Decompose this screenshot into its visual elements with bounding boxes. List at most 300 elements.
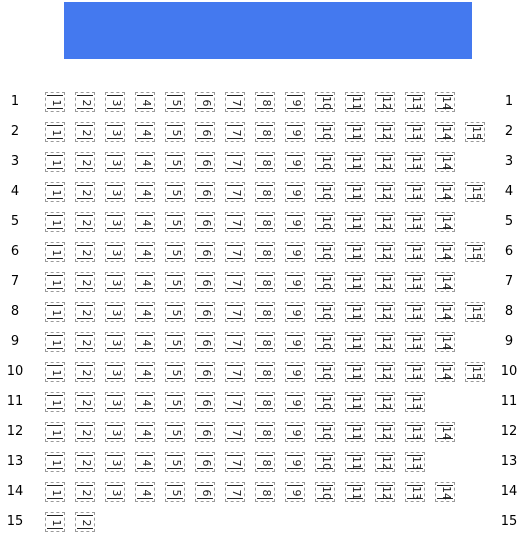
seat-button[interactable] [165, 122, 185, 142]
seat-button[interactable] [45, 212, 65, 232]
seat-button[interactable] [285, 452, 305, 472]
seat-number: 10 [320, 186, 333, 200]
seat-number: 9 [290, 279, 303, 287]
seat-button[interactable] [435, 92, 455, 112]
seat-number: 15 [470, 366, 483, 380]
row-label-left: 14 [6, 484, 24, 499]
seat-button[interactable] [165, 272, 185, 292]
seat-button[interactable] [135, 92, 155, 112]
seat-button[interactable] [105, 422, 125, 442]
seat-button[interactable] [405, 92, 425, 112]
seat-button[interactable] [285, 212, 305, 232]
seat-button[interactable] [135, 422, 155, 442]
seat-button[interactable] [105, 272, 125, 292]
cinema-screen [64, 2, 472, 59]
seat-button[interactable] [135, 122, 155, 142]
seat-button[interactable] [75, 122, 95, 142]
seat-button[interactable] [375, 422, 395, 442]
seat-button[interactable] [75, 392, 95, 412]
seat-button[interactable] [135, 212, 155, 232]
seat-number: 7 [230, 459, 243, 467]
seat-button[interactable] [255, 242, 275, 262]
seat-number: 1 [50, 279, 63, 287]
seat-button[interactable] [165, 92, 185, 112]
seat-number: 10 [320, 156, 333, 170]
seat-button[interactable] [105, 182, 125, 202]
seat-number: 11 [350, 486, 363, 500]
seat-button[interactable] [75, 182, 95, 202]
seat-button[interactable] [255, 332, 275, 352]
seat-button[interactable] [405, 392, 425, 412]
seat-button[interactable] [435, 482, 455, 502]
seat-button[interactable] [45, 182, 65, 202]
seat-button[interactable] [75, 272, 95, 292]
seat-button[interactable] [195, 182, 215, 202]
seat-number: 8 [260, 369, 273, 377]
seat-button[interactable] [405, 272, 425, 292]
seat-button[interactable] [285, 152, 305, 172]
seat-button[interactable] [465, 362, 485, 382]
seat-button[interactable] [105, 392, 125, 412]
seat-number: 15 [470, 126, 483, 140]
seat-button[interactable] [375, 482, 395, 502]
seat-button[interactable] [375, 152, 395, 172]
seat-button[interactable] [255, 182, 275, 202]
seat-button[interactable] [255, 452, 275, 472]
seat-number: 14 [440, 126, 453, 140]
row-label-right: 2 [504, 124, 514, 139]
seat-number: 4 [140, 339, 153, 347]
seat-button[interactable] [465, 242, 485, 262]
seat-button[interactable] [375, 332, 395, 352]
seat-button[interactable] [405, 242, 425, 262]
seat-button[interactable] [405, 122, 425, 142]
seat-button[interactable] [45, 512, 65, 532]
seat-number: 12 [380, 156, 393, 170]
seat-number: 14 [440, 276, 453, 290]
seat-button[interactable] [105, 332, 125, 352]
seat-button[interactable] [195, 212, 215, 232]
seat-number: 5 [170, 489, 183, 497]
seat-number: 5 [170, 309, 183, 317]
seat-number: 8 [260, 429, 273, 437]
seat-button[interactable] [405, 332, 425, 352]
seat-button[interactable] [345, 242, 365, 262]
seat-button[interactable] [285, 272, 305, 292]
seat-number: 14 [440, 216, 453, 230]
seat-button[interactable] [375, 362, 395, 382]
seat-button[interactable] [285, 242, 305, 262]
seat-button[interactable] [345, 452, 365, 472]
seat-button[interactable] [45, 482, 65, 502]
seat-button[interactable] [315, 272, 335, 292]
seat-button[interactable] [225, 92, 245, 112]
seat-number: 1 [50, 519, 63, 527]
seat-button[interactable] [45, 122, 65, 142]
seat-button[interactable] [135, 482, 155, 502]
seat-button[interactable] [315, 152, 335, 172]
seat-number: 8 [260, 159, 273, 167]
seat-button[interactable] [315, 302, 335, 322]
seat-button[interactable] [285, 302, 305, 322]
seat-button[interactable] [105, 122, 125, 142]
seat-button[interactable] [165, 212, 185, 232]
seat-number: 3 [110, 489, 123, 497]
seat-button[interactable] [165, 302, 185, 322]
seat-number: 5 [170, 459, 183, 467]
seat-number: 7 [230, 429, 243, 437]
seat-button[interactable] [75, 92, 95, 112]
seat-button[interactable] [255, 152, 275, 172]
row-label-left: 7 [10, 274, 20, 289]
seat-button[interactable] [225, 452, 245, 472]
seat-number: 5 [170, 129, 183, 137]
seat-number: 6 [200, 399, 213, 407]
seat-button[interactable] [75, 242, 95, 262]
seat-number: 4 [140, 429, 153, 437]
seat-button[interactable] [375, 242, 395, 262]
seat-button[interactable] [225, 332, 245, 352]
seat-button[interactable] [435, 422, 455, 442]
seat-number: 14 [440, 186, 453, 200]
seat-button[interactable] [345, 122, 365, 142]
seat-button[interactable] [435, 212, 455, 232]
row-label-right: 11 [500, 394, 518, 409]
seat-number: 3 [110, 399, 123, 407]
seat-button[interactable] [195, 452, 215, 472]
seat-button[interactable] [435, 152, 455, 172]
seat-button[interactable] [225, 392, 245, 412]
seat-button[interactable] [345, 272, 365, 292]
seat-number: 2 [80, 189, 93, 197]
seat-button[interactable] [345, 212, 365, 232]
seat-button[interactable] [135, 152, 155, 172]
seat-button[interactable] [75, 362, 95, 382]
seat-button[interactable] [195, 392, 215, 412]
seat-button[interactable] [105, 482, 125, 502]
seat-button[interactable] [375, 92, 395, 112]
seat-button[interactable] [45, 422, 65, 442]
seat-number: 3 [110, 309, 123, 317]
seat-number: 8 [260, 219, 273, 227]
seat-button[interactable] [75, 482, 95, 502]
seat-button[interactable] [405, 152, 425, 172]
seat-button[interactable] [315, 482, 335, 502]
seat-button[interactable] [225, 182, 245, 202]
seat-button[interactable] [375, 272, 395, 292]
seat-button[interactable] [165, 182, 185, 202]
seat-button[interactable] [195, 482, 215, 502]
seat-button[interactable] [375, 392, 395, 412]
seat-button[interactable] [285, 422, 305, 442]
seat-button[interactable] [315, 422, 335, 442]
seat-button[interactable] [225, 482, 245, 502]
seat-button[interactable] [45, 452, 65, 472]
seat-number: 6 [200, 129, 213, 137]
seat-button[interactable] [165, 392, 185, 412]
seat-button[interactable] [225, 242, 245, 262]
seat-number: 1 [50, 129, 63, 137]
seat-number: 9 [290, 219, 303, 227]
seat-button[interactable] [165, 152, 185, 172]
seat-number: 2 [80, 369, 93, 377]
seat-button[interactable] [75, 512, 95, 532]
seat-button[interactable] [225, 212, 245, 232]
seat-button[interactable] [105, 212, 125, 232]
seat-button[interactable] [135, 332, 155, 352]
seat-button[interactable] [375, 122, 395, 142]
seat-number: 14 [440, 336, 453, 350]
seat-button[interactable] [315, 122, 335, 142]
seat-number: 5 [170, 99, 183, 107]
seat-number: 10 [320, 276, 333, 290]
seat-number: 1 [50, 399, 63, 407]
seat-number: 12 [380, 246, 393, 260]
seat-button[interactable] [195, 152, 215, 172]
seat-button[interactable] [225, 302, 245, 322]
seat-button[interactable] [75, 332, 95, 352]
seat-number: 11 [350, 426, 363, 440]
row-label-right: 10 [500, 364, 518, 379]
seat-number: 3 [110, 459, 123, 467]
seat-button[interactable] [135, 242, 155, 262]
seat-button[interactable] [195, 362, 215, 382]
seat-button[interactable] [165, 242, 185, 262]
seat-button[interactable] [165, 332, 185, 352]
seat-number: 5 [170, 159, 183, 167]
seat-button[interactable] [405, 422, 425, 442]
seat-button[interactable] [45, 242, 65, 262]
seat-number: 3 [110, 279, 123, 287]
seat-button[interactable] [435, 332, 455, 352]
seat-button[interactable] [105, 452, 125, 472]
seat-button[interactable] [105, 302, 125, 322]
seat-number: 1 [50, 309, 63, 317]
seat-button[interactable] [315, 452, 335, 472]
seat-button[interactable] [375, 182, 395, 202]
seat-button[interactable] [105, 92, 125, 112]
seat-number: 11 [350, 216, 363, 230]
seat-number: 6 [200, 339, 213, 347]
seat-button[interactable] [135, 302, 155, 322]
seat-button[interactable] [315, 182, 335, 202]
seat-button[interactable] [45, 302, 65, 322]
seat-button[interactable] [135, 452, 155, 472]
seat-number: 12 [380, 306, 393, 320]
seat-button[interactable] [405, 452, 425, 472]
row-label-left: 11 [6, 394, 24, 409]
seat-button[interactable] [405, 302, 425, 322]
seat-button[interactable] [405, 482, 425, 502]
seat-button[interactable] [195, 422, 215, 442]
seat-button[interactable] [405, 182, 425, 202]
row-label-left: 9 [10, 334, 20, 349]
seat-number: 6 [200, 369, 213, 377]
seat-number: 4 [140, 309, 153, 317]
seat-button[interactable] [435, 362, 455, 382]
seat-button[interactable] [315, 362, 335, 382]
seat-button[interactable] [345, 182, 365, 202]
seat-button[interactable] [435, 242, 455, 262]
seat-number: 12 [380, 216, 393, 230]
seat-button[interactable] [135, 182, 155, 202]
seat-button[interactable] [105, 242, 125, 262]
seat-number: 9 [290, 189, 303, 197]
seat-button[interactable] [345, 302, 365, 322]
seat-button[interactable] [225, 272, 245, 292]
row-label-right: 8 [504, 304, 514, 319]
seat-number: 1 [50, 339, 63, 347]
seat-number: 2 [80, 249, 93, 257]
seat-button[interactable] [405, 212, 425, 232]
seat-button[interactable] [285, 482, 305, 502]
seat-number: 14 [440, 306, 453, 320]
seat-button[interactable] [225, 422, 245, 442]
seat-number: 4 [140, 279, 153, 287]
seat-button[interactable] [345, 422, 365, 442]
seat-button[interactable] [285, 92, 305, 112]
seat-number: 12 [380, 486, 393, 500]
seat-number: 4 [140, 129, 153, 137]
seat-button[interactable] [195, 242, 215, 262]
seat-button[interactable] [405, 362, 425, 382]
seat-number: 2 [80, 279, 93, 287]
seat-button[interactable] [165, 362, 185, 382]
seat-number: 9 [290, 399, 303, 407]
seat-button[interactable] [165, 482, 185, 502]
seat-button[interactable] [75, 422, 95, 442]
seat-number: 7 [230, 219, 243, 227]
seat-number: 7 [230, 399, 243, 407]
seat-button[interactable] [45, 152, 65, 172]
seat-button[interactable] [75, 212, 95, 232]
seat-number: 11 [350, 366, 363, 380]
seat-button[interactable] [45, 272, 65, 292]
seat-button[interactable] [255, 122, 275, 142]
seat-button[interactable] [465, 122, 485, 142]
seat-button[interactable] [285, 332, 305, 352]
seat-button[interactable] [195, 92, 215, 112]
seat-button[interactable] [75, 452, 95, 472]
seat-button[interactable] [315, 92, 335, 112]
seat-number: 9 [290, 249, 303, 257]
seat-button[interactable] [255, 422, 275, 442]
seat-button[interactable] [315, 392, 335, 412]
seat-button[interactable] [195, 302, 215, 322]
row-label-left: 1 [10, 94, 20, 109]
seat-button[interactable] [345, 392, 365, 412]
seat-button[interactable] [165, 452, 185, 472]
seat-number: 14 [440, 426, 453, 440]
seat-button[interactable] [255, 92, 275, 112]
seat-button[interactable] [375, 302, 395, 322]
seat-button[interactable] [255, 212, 275, 232]
seat-button[interactable] [285, 362, 305, 382]
seat-button[interactable] [225, 122, 245, 142]
seat-button[interactable] [315, 212, 335, 232]
seat-number: 13 [410, 366, 423, 380]
seat-number: 7 [230, 339, 243, 347]
seat-button[interactable] [435, 182, 455, 202]
seat-button[interactable] [225, 362, 245, 382]
seat-number: 10 [320, 246, 333, 260]
seat-number: 2 [80, 459, 93, 467]
seat-button[interactable] [135, 272, 155, 292]
seat-number: 13 [410, 126, 423, 140]
seat-button[interactable] [195, 122, 215, 142]
seat-number: 13 [410, 426, 423, 440]
seat-button[interactable] [135, 392, 155, 412]
seat-button[interactable] [255, 362, 275, 382]
seat-number: 4 [140, 99, 153, 107]
seat-number: 11 [350, 456, 363, 470]
seat-button[interactable] [345, 332, 365, 352]
seat-button[interactable] [375, 452, 395, 472]
seat-button[interactable] [435, 122, 455, 142]
seat-number: 6 [200, 159, 213, 167]
seat-button[interactable] [375, 212, 395, 232]
seat-button[interactable] [465, 182, 485, 202]
seat-button[interactable] [105, 362, 125, 382]
seat-button[interactable] [135, 362, 155, 382]
seat-button[interactable] [255, 482, 275, 502]
seat-number: 13 [410, 486, 423, 500]
seat-button[interactable] [285, 392, 305, 412]
seat-button[interactable] [345, 152, 365, 172]
seat-button[interactable] [435, 272, 455, 292]
seat-button[interactable] [255, 272, 275, 292]
seat-button[interactable] [105, 152, 125, 172]
seat-number: 4 [140, 369, 153, 377]
seat-number: 8 [260, 279, 273, 287]
seat-button[interactable] [75, 152, 95, 172]
seat-button[interactable] [75, 302, 95, 322]
seat-button[interactable] [45, 362, 65, 382]
seat-button[interactable] [345, 482, 365, 502]
seat-button[interactable] [465, 302, 485, 322]
seat-number: 10 [320, 456, 333, 470]
seat-button[interactable] [195, 332, 215, 352]
seat-button[interactable] [45, 392, 65, 412]
seat-number: 8 [260, 129, 273, 137]
seat-number: 9 [290, 429, 303, 437]
seat-number: 9 [290, 339, 303, 347]
seat-button[interactable] [345, 92, 365, 112]
seat-button[interactable] [255, 392, 275, 412]
seat-button[interactable] [435, 302, 455, 322]
seat-number: 5 [170, 429, 183, 437]
seat-number: 10 [320, 126, 333, 140]
seat-number: 10 [320, 96, 333, 110]
seat-button[interactable] [45, 332, 65, 352]
seat-button[interactable] [285, 182, 305, 202]
row-label-right: 15 [500, 514, 518, 529]
seat-button[interactable] [255, 302, 275, 322]
seat-button[interactable] [285, 122, 305, 142]
seat-number: 10 [320, 366, 333, 380]
seat-button[interactable] [345, 362, 365, 382]
seat-button[interactable] [165, 422, 185, 442]
seat-button[interactable] [315, 332, 335, 352]
seat-number: 7 [230, 309, 243, 317]
row-label-right: 1 [504, 94, 514, 109]
seat-button[interactable] [195, 272, 215, 292]
seat-number: 10 [320, 426, 333, 440]
seat-button[interactable] [45, 92, 65, 112]
seat-button[interactable] [315, 242, 335, 262]
seat-button[interactable] [225, 152, 245, 172]
seat-number: 12 [380, 456, 393, 470]
